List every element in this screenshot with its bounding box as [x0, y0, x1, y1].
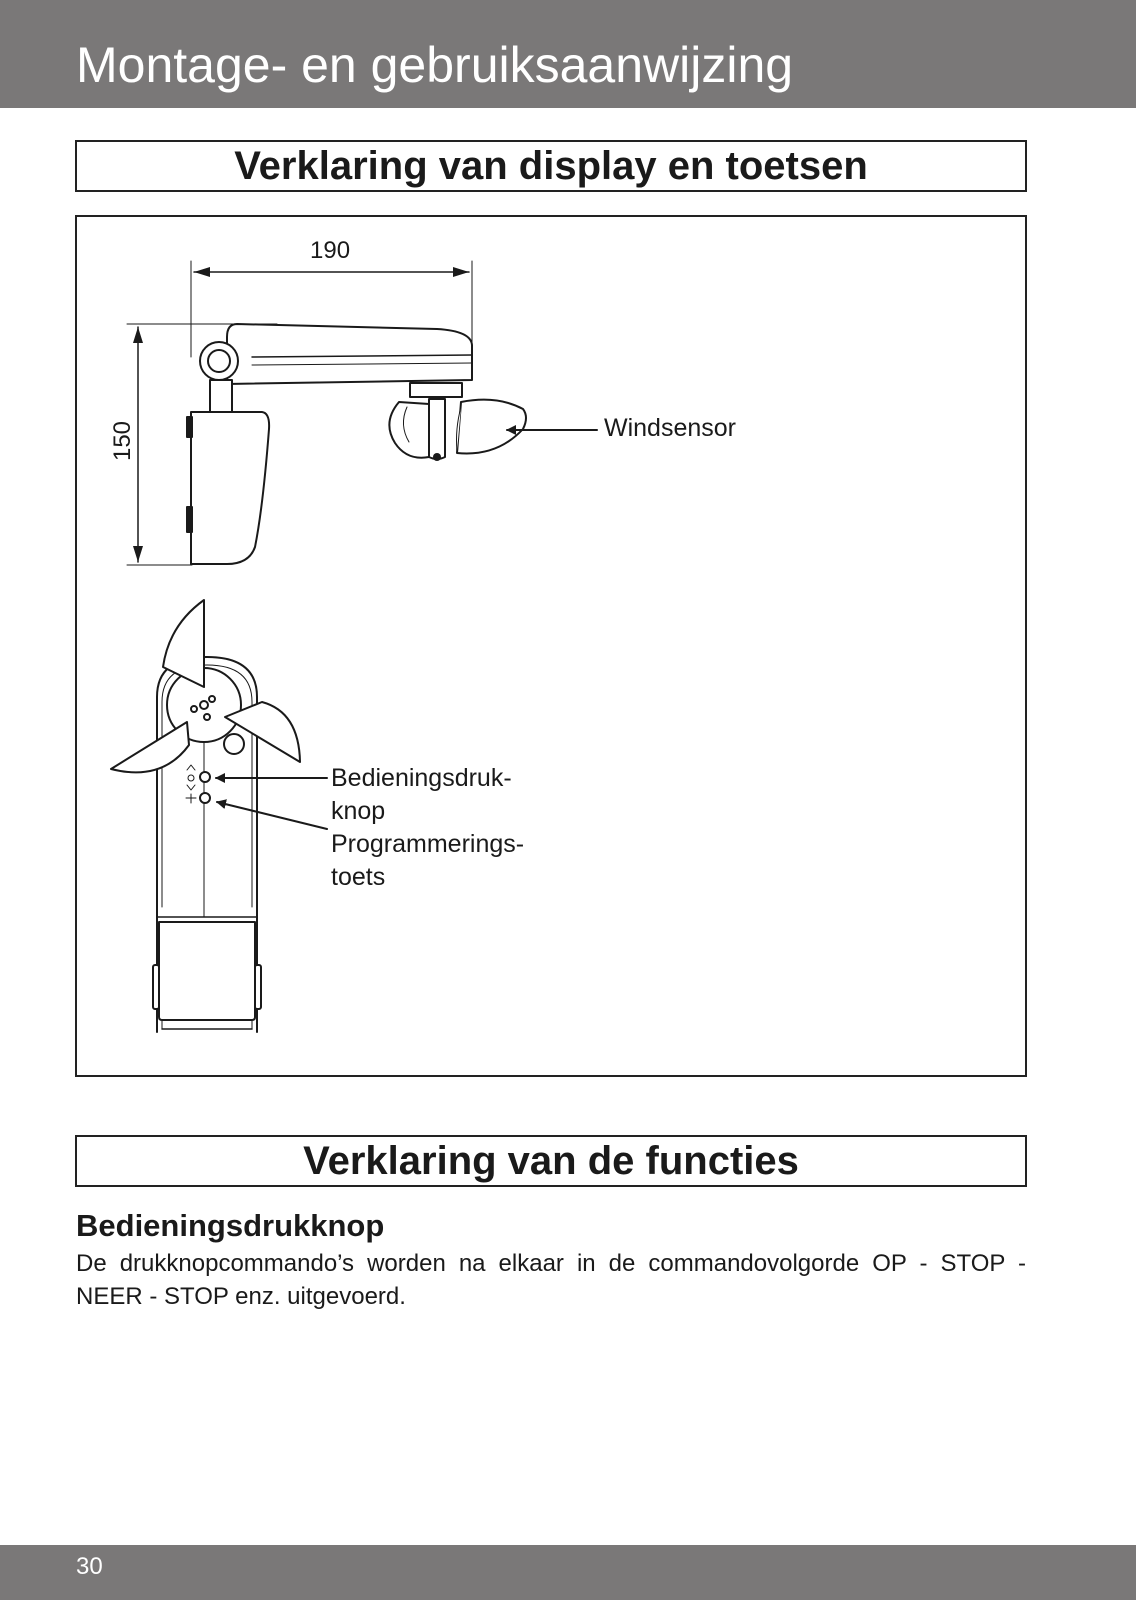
button-label-line1: Bedieningsdruk- — [331, 764, 512, 792]
side-view — [187, 324, 526, 564]
section-title-functions: Verklaring van de functies — [303, 1139, 799, 1183]
device-illustration — [77, 217, 1025, 1075]
subheading-bedieningsdrukknop: Bedieningsdrukknop — [76, 1208, 385, 1243]
program-label-line2: toets — [331, 863, 386, 891]
windsensor-label: Windsensor — [604, 414, 736, 442]
page-title: Montage- en gebruiksaanwijzing — [76, 37, 794, 93]
page-number: 30 — [76, 1553, 103, 1580]
dimension-width-label: 190 — [310, 237, 351, 264]
program-label-line1: Programmerings- — [331, 830, 525, 858]
dimension-height-label: 150 — [109, 420, 137, 462]
section-title-box-functions — [75, 1135, 1027, 1187]
section-title-display: Verklaring van display en toetsen — [234, 144, 868, 188]
section-title-box-display — [75, 140, 1027, 192]
button-label-line2: knop — [331, 797, 386, 825]
footer-band — [0, 1545, 1136, 1600]
body-paragraph: De drukknopcommando’s worden na elkaar in de commandovolgorde OP - STOP - NEER - STOP enz. uitgevoerd. — [76, 1250, 1026, 1310]
figure-frame — [75, 215, 1027, 1077]
